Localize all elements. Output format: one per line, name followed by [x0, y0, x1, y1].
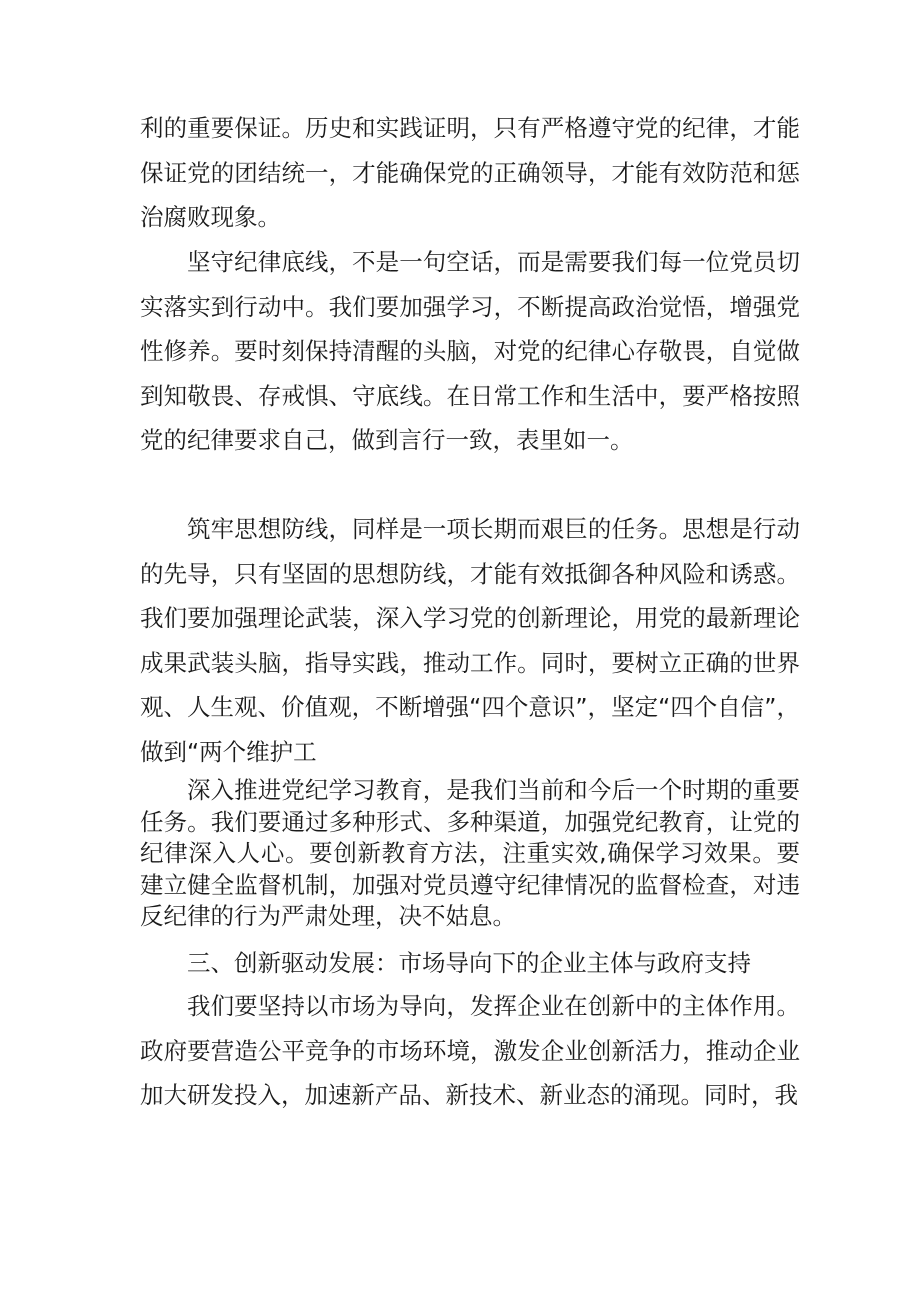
paragraph-continued: 利的重要保证。历史和实践证明，只有严格遵守党的纪律，才能保证党的团结统一，才能确保党的正确领导，才能有效防范和惩治腐败现象。: [140, 114, 800, 232]
section-heading: 三、创新驱动发展：市场导向下的企业主体与政府支持: [187, 949, 751, 977]
paragraph-party-discipline-education: 深入推进党纪学习教育，是我们当前和今后一个时期的重要任务。我们要通过多种形式、多种渠道，加强党纪教育，让党的纪律深入人心。要创新教育方法，注重实效,确保学习效果。要建立健全监督机制，加强对党员遵守纪律情况的监督检查，对违反纪律的行为严肃处理，决不姑息。: [140, 776, 800, 931]
paragraph-innovation-market: 我们要坚持以市场为导向，发挥企业在创新中的主体作用。政府要营造公平竞争的市场环境，激发企业创新活力，推动企业加大研发投入，加速新产品、新技术、新业态的涌现。同时，我: [140, 992, 800, 1110]
paragraph-discipline-bottom-line: 坚守纪律底线，不是一句空话，而是需要我们每一位党员切实落实到行动中。我们要加强学习，不断提高政治觉悟，增强党性修养。要时刻保持清醒的头脑，对党的纪律心存敬畏，自觉做到知敬畏、存戒惧、守底线。在日常工作和生活中，要严格按照党的纪律要求自己，做到言行一致，表里如一。: [140, 248, 800, 455]
paragraph-ideological-defense: 筑牢思想防线，同样是一项长期而艰巨的任务。思想是行动的先导，只有坚固的思想防线，才能有效抵御各种风险和诱惑。我们要加强理论武装，深入学习党的创新理论，用党的最新理论成果武装头脑，指导实践，推动工作。同时，要树立正确的世界观、人生观、价值观，不断增强“四个意识”，坚定“四个自信”，做到“两个维护工: [140, 515, 800, 766]
